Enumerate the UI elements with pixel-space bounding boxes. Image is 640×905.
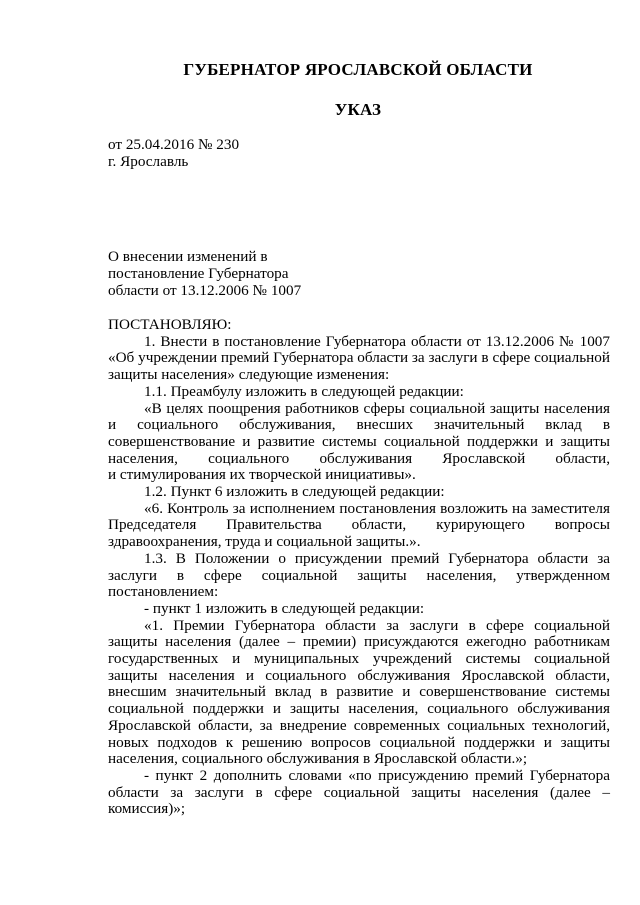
paragraph-1-1: 1.1. Преамбулу изложить в следующей редакции: [144, 382, 464, 400]
subject-line-1: О внесении изменений в [108, 248, 268, 265]
paragraph-point-2: - пункт 2 дополнить словами «по присуждению премий Губернатора области за заслуги в сфере социальной защиты населения (далее – комиссия)»; [108, 766, 610, 818]
decree-body [108, 317, 610, 818]
paragraph-preamble-quote: «В целях поощрения работников сферы социальной защиты населения и социального обслуживания, внесших значительный вклад в совершенствование и развитие системы социальной поддержки и защиты населения, социального обслуживания Ярославской области, [108, 399, 610, 467]
paragraph-point-1-intro: - пункт 1 изложить в следующей редакции: [144, 599, 425, 617]
authority-heading: ГУБЕРНАТОР ЯРОСЛАВСКОЙ ОБЛАСТИ [183, 60, 533, 79]
date-number-line: от 25.04.2016 № 230 [108, 136, 240, 153]
subject-line-3: области от 13.12.2006 № 1007 [108, 282, 302, 299]
paragraph-point-1-quote: «1. Премии Губернатора области за заслуги в сфере социальной защиты населения (далее – премии) присуждаются ежегодно работникам государственных и муниципальных учреждений системы социальной защиты населения и социального обслуживания Ярославской области, внесшим значительный вклад в развитие и совершенствование системы социальной поддержки и защиты населения, социального обслуживания Ярославской области, за внедрение современных социальных технологий, новых подходов к решению вопросов социальной поддержки и защиты населения, социального обслуживания в Ярославской области.»; [108, 616, 610, 768]
paragraph-1: 1. Внести в постановление Губернатора области от 13.12.2006 № 1007 «Об учреждении премий Губернатора области за заслуги в сфере социальной защиты населения» следующие изменения: [108, 332, 610, 384]
subject-line-2: постановление Губернатора [108, 265, 289, 282]
decree-word: ПОСТАНОВЛЯЮ: [108, 316, 232, 333]
place-line: г. Ярославль [108, 153, 189, 170]
paragraph-1-3: 1.3. В Положении о присуждении премий Губернатора области за заслуги в сфере социальной защиты населения, утвержденном постановлением: [108, 549, 610, 601]
paragraph-preamble-quote-end: и стимулирования их творческой инициативы». [108, 466, 416, 484]
document-type-heading: УКАЗ [334, 100, 382, 119]
paragraph-1-2: 1.2. Пункт 6 изложить в следующей редакции: [144, 483, 445, 501]
paragraph-point-6-quote: «6. Контроль за исполнением постановления возложить на заместителя Председателя Правительства области, курирующего вопросы здравоохранения, труда и социальной защиты.». [108, 499, 610, 551]
